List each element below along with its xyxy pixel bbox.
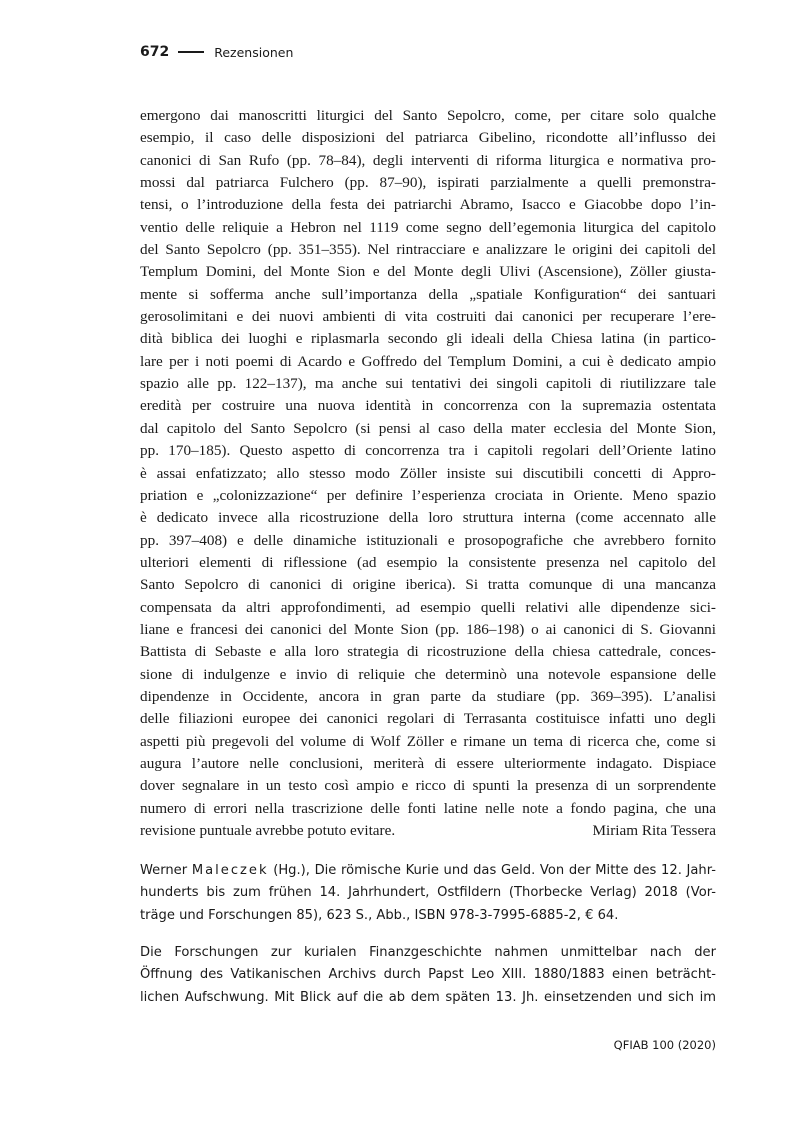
text-line: liane e francesi dei canonici del Monte Sion (pp. 186–198) o ai canonici di S. Giovanni [140,620,716,638]
next-review-text [140,942,716,1009]
journal-footer: QFIAB 100 (2020) [613,1038,716,1052]
text-line: gerosolimitani e dei nuovi ambienti di vita costruiti dai canonici per recuperare l’ere- [140,308,716,326]
text-line: Öffnung des Vatikanischen Archivs durch Papst Leo XIII. 1880/1883 einen beträcht- [140,967,716,983]
text-line: lichen Aufschwung. Mit Blick auf die ab dem späten 13. Jh. einsetzenden und sich im [140,989,716,1005]
text-line: emergono dai manoscritti liturgici del Santo Sepolcro, come, per citare solo qualche [140,107,716,124]
text-line: dipendenze in Occidente, ancora in gran parte da studiare (pp. 369–395). L’analisi [140,687,716,705]
text-line: è dedicato invece alla ricostruzione della loro struttura interna (come accennato alle [140,509,716,527]
text-line: mente si sofferma anche sull’importanza della „spatiale Konfiguration“ dei santuari [140,285,716,303]
text-line: esempio, il caso delle disposizioni del patriarca Gibelino, ricondotte all’influsso dei [140,129,716,147]
text-line: Santo Sepolcro di canonici di origine iberica). Si tratta comunque di una mancanza [140,576,716,594]
entry-title: (Hg.), Die römische Kurie und das Geld. Von der Mitte des 12. Jahr- [268,863,716,878]
text-line: Die Forschungen zur kurialen Finanzgeschichte nahmen unmittelbar nach der [140,945,716,960]
text-line: Battista di Sebaste e alla loro strategia di ricostruzione della chiesa cattedrale, conces- [140,643,716,661]
text-line: dover segnalare in un testo così ampio e ricco di spunti la presenza di un sorprendente [140,777,716,795]
text-line: ulteriori elementi di riflessione (ad esempio la consistente presenza nel capitolo del [140,553,716,571]
text-line: Templum Domini, del Monte Sion e del Monte degli Ulivi (Ascensione), Zöller giusta- [140,263,716,281]
text-line: lare per i noti poemi di Acardo e Goffredo del Templum Domini, a cui è dedicato ampio [140,352,716,370]
text-line: è assai enfatizzato; allo stesso modo Zöller insiste sui discutibili concetti di Appro- [140,464,716,482]
page-number: 672 [140,44,170,60]
text-line: spazio alle pp. 122–137), ma anche sui tentativi dei singoli capitoli di riutilizzare tale [140,375,716,393]
running-header [140,44,293,60]
bibliographic-entry [140,860,716,927]
text-line: aspetti più pregevoli del volume di Wolf Zöller e rimane un tema di ricerca che, come si [140,732,716,750]
entry-prefix: Werner [140,863,188,878]
text-line: tensi, o l’introduzione della festa dei patriarchi Abramo, Isacco e Giacobbe dopo l’in- [140,196,716,214]
text-line: priation e „colonizzazione“ per definire l’esperienza crociata in Oriente. Meno spazio [140,486,716,504]
text-line: eredità per costruire una nuova identità in concorrenza con la supremazia ostentata [140,397,716,415]
text-line: del Santo Sepolcro (pp. 351–355). Nel rintracciare e analizzare le origini dei capitoli del [140,241,716,259]
editor-surname: Maleczek [191,863,269,878]
text-line: numero di errori nella trascrizione delle fonti latine nelle note a fondo pagina, che una [140,799,716,817]
text-line: canonici di San Rufo (pp. 78–84), degli interventi di riforma liturgica e normativa pro- [140,151,716,169]
text-line: compensata da altri approfondimenti, ad esempio quelli relativi alle dipendenze sici- [140,598,716,616]
signature-line [140,820,716,842]
running-head: Rezensionen [214,44,294,60]
text-line: dità biblica dei luoghi e riplasmarla secondo gli ideali della Chiesa latina (in partico- [140,330,716,348]
closing-sentence: revisione puntuale avrebbe potuto evitare. [140,822,396,839]
header-rule [178,51,204,53]
text-line: sione di indulgenze e invio di reliquie che determinò una notevole espansione delle [140,665,716,683]
entry-line: träge und Forschungen 85), 623 S., Abb., ISBN 978-3-7995-6885-2, € 64. [140,907,619,923]
text-line: mossi dal patriarca Fulchero (pp. 87–90), ispirati parzialmente a quelli premonstra- [140,174,716,192]
entry-line: hunderts bis zum frühen 14. Jahrhundert, Ostfildern (Thorbecke Verlag) 2018 (Vor- [140,885,716,901]
text-line: pp. 170–185). Questo aspetto di concorrenza tra i capitoli regolari dell’Oriente latino [140,442,716,460]
text-line: pp. 397–408) e delle dinamiche istituzionali e prosopografiche che avrebbero fornito [140,531,716,549]
review-text [140,105,716,842]
text-line: delle filiazioni europee dei canonici regolari di Terrasanta costituisce infatti uno degli [140,710,716,728]
reviewer-name: Miriam Rita Tessera [592,822,716,839]
text-line: dal capitolo del Santo Sepolcro (si pensi al caso della mater ecclesia del Monte Sion, [140,419,716,437]
text-line: ventio delle reliquie a Hebron nel 1119 come segno dell’egemonia liturgica del capitolo [140,218,716,236]
text-line: augura l’autore nelle conclusioni, meriterà di essere ulteriormente indagato. Dispiace [140,754,716,772]
